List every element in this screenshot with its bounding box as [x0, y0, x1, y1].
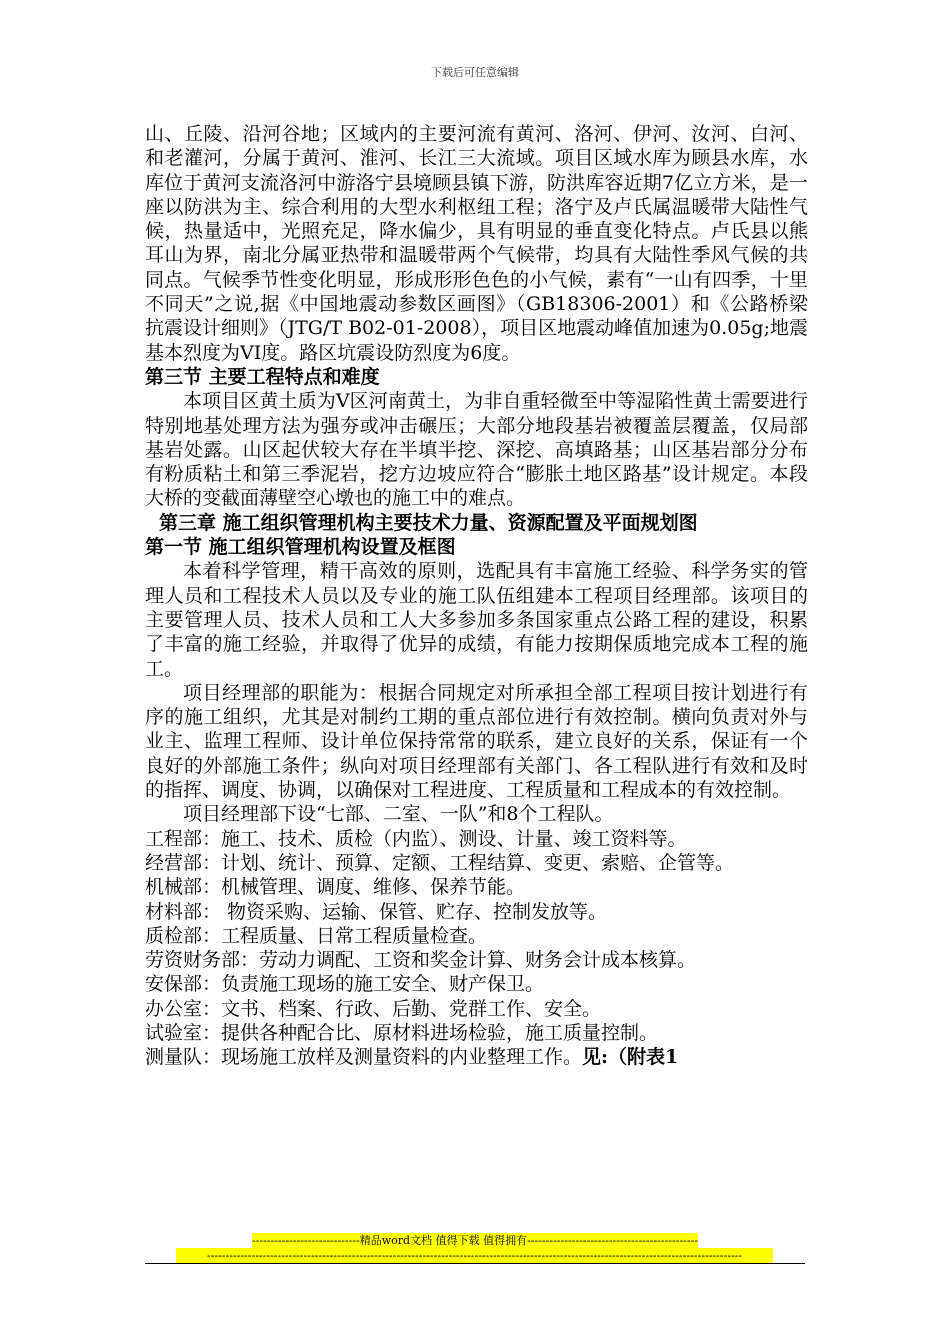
- paragraph-departments-intro: 项目经理部下设“七部、二室、一队”和8个工程队。: [183, 803, 614, 826]
- department-survey-text: 测量队：现场施工放样及测量资料的内业整理工作。: [145, 1046, 583, 1069]
- paragraph-management-principle: 本着科学管理，精干高效的原则，选配具有丰富施工经验、科学务实的管理人员和工程技术人员以及专业的施工队伍组建本工程项目经理部。该项目的主要管理人员、技术人员和工人大多参加多条国家重点公路工程的建设，积累了丰富的施工经验，并取得了优异的成绩，有能力按期保质地完成本工程的施工。: [145, 560, 808, 680]
- page-header: 下载后可任意编辑: [431, 66, 519, 79]
- department-security: 安保部：负责施工现场的施工安全、财产保卫。: [145, 973, 545, 996]
- department-operations: 经营部：计划、统计、预算、定额、工程结算、变更、索赔、企管等。: [145, 851, 735, 874]
- department-materials: 材料部： 物资采购、运输、保管、贮存、控制发放等。: [145, 900, 608, 923]
- department-finance: 劳资财务部：劳动力调配、工资和奖金计算、财务会计成本核算。: [145, 949, 697, 972]
- footer-banner: -----------------------------精品word文档 值得下载 值得拥有----------------------------------------------: [251, 1234, 699, 1247]
- department-engineering: 工程部：施工、技术、质检（内监）、测设、计量、竣工资料等。: [145, 827, 687, 850]
- paragraph-engineering-difficulty: 本项目区黄土质为Ⅴ区河南黄土，为非自重轻微至中等湿陷性黄土需要进行特别地基处理方法为强夯或冲击碾压；大部分地段基岩被覆盖层覆盖，仅局部基岩处露。山区起伏较大存在半填半挖、深挖、高填路基；山区基岩部分分布有粉质粘土和第三季泥岩，挖方边坡应符合“膨胀土地区路基”设计规定。本段大桥的变截面薄壁空心墩也的施工中的难点。: [145, 390, 808, 510]
- footer-dash-line: ------------------------------------------------------------------------------------------------------------------------------------------------: [176, 1248, 773, 1263]
- department-laboratory: 试验室：提供各种配合比、原材料进场检验，施工质量控制。: [145, 1021, 659, 1044]
- department-machinery: 机械部：机械管理、调度、维修、保养节能。: [145, 876, 526, 899]
- appendix-reference: 见:（附表1: [582, 1046, 679, 1069]
- paragraph-climate: 山、丘陵、沿河谷地；区域内的主要河流有黄河、洛河、伊河、汝河、白河、和老灌河，分属于黄河、淮河、长江三大流域。项目区域水库为顾县水库，水库位于黄河支流洛河中游洛宁县境顾县镇下游，防洪库容近期7亿立方米，是一座以防洪为主、综合利用的大型水利枢纽工程；洛宁及卢氏属温暖带大陆性气候，热量适中，光照充足，降水偏少，具有明显的垂直变化特点。卢氏县以熊耳山为界，南北分属亚热带和温暖带两个气候带，均具有大陆性季风气候的共同点。气候季节性变化明显，形成形形色色的小气候，素有“一山有四季，十里不同天”之说,据《中国地震动参数区画图》（GB18306-2001）和《公路桥梁抗震设计细则》（JTG/T B02-01-2008），项目区地震动峰值加速为0.05g;地震基本烈度为VI度。路区坑震设防烈度为6度。: [145, 123, 808, 364]
- paragraph-manager-functions: 项目经理部的职能为：根据合同规定对所承担全部工程项目按计划进行有序的施工组织，尤其是对制约工期的重点部位进行有效控制。横向负责对外与业主、监理工程师、设计单位保持常常的联系，建立良好的关系，保证有一个良好的外部施工条件；纵向对项目经理部有关部门、各工程队进行有效和及时的指挥、调度、协调，以确保对工程进度、工程质量和工程成本的有效控制。: [145, 681, 808, 802]
- section-heading-1: 第一节 施工组织管理机构设置及框图: [145, 536, 456, 559]
- footer-rule: [145, 1263, 805, 1264]
- page-footer: [0, 1233, 950, 1262]
- document-body: [145, 122, 808, 1070]
- department-quality: 质检部：工程质量、日常工程质量检查。: [145, 924, 488, 947]
- section-heading-3: 第三节 主要工程特点和难度: [145, 365, 380, 388]
- department-survey: [145, 1045, 808, 1069]
- chapter-heading-3: 第三章 施工组织管理机构主要技术力量、资源配置及平面规划图: [159, 511, 698, 534]
- department-office: 办公室：文书、档案、行政、后勤、党群工作、安全。: [145, 997, 602, 1020]
